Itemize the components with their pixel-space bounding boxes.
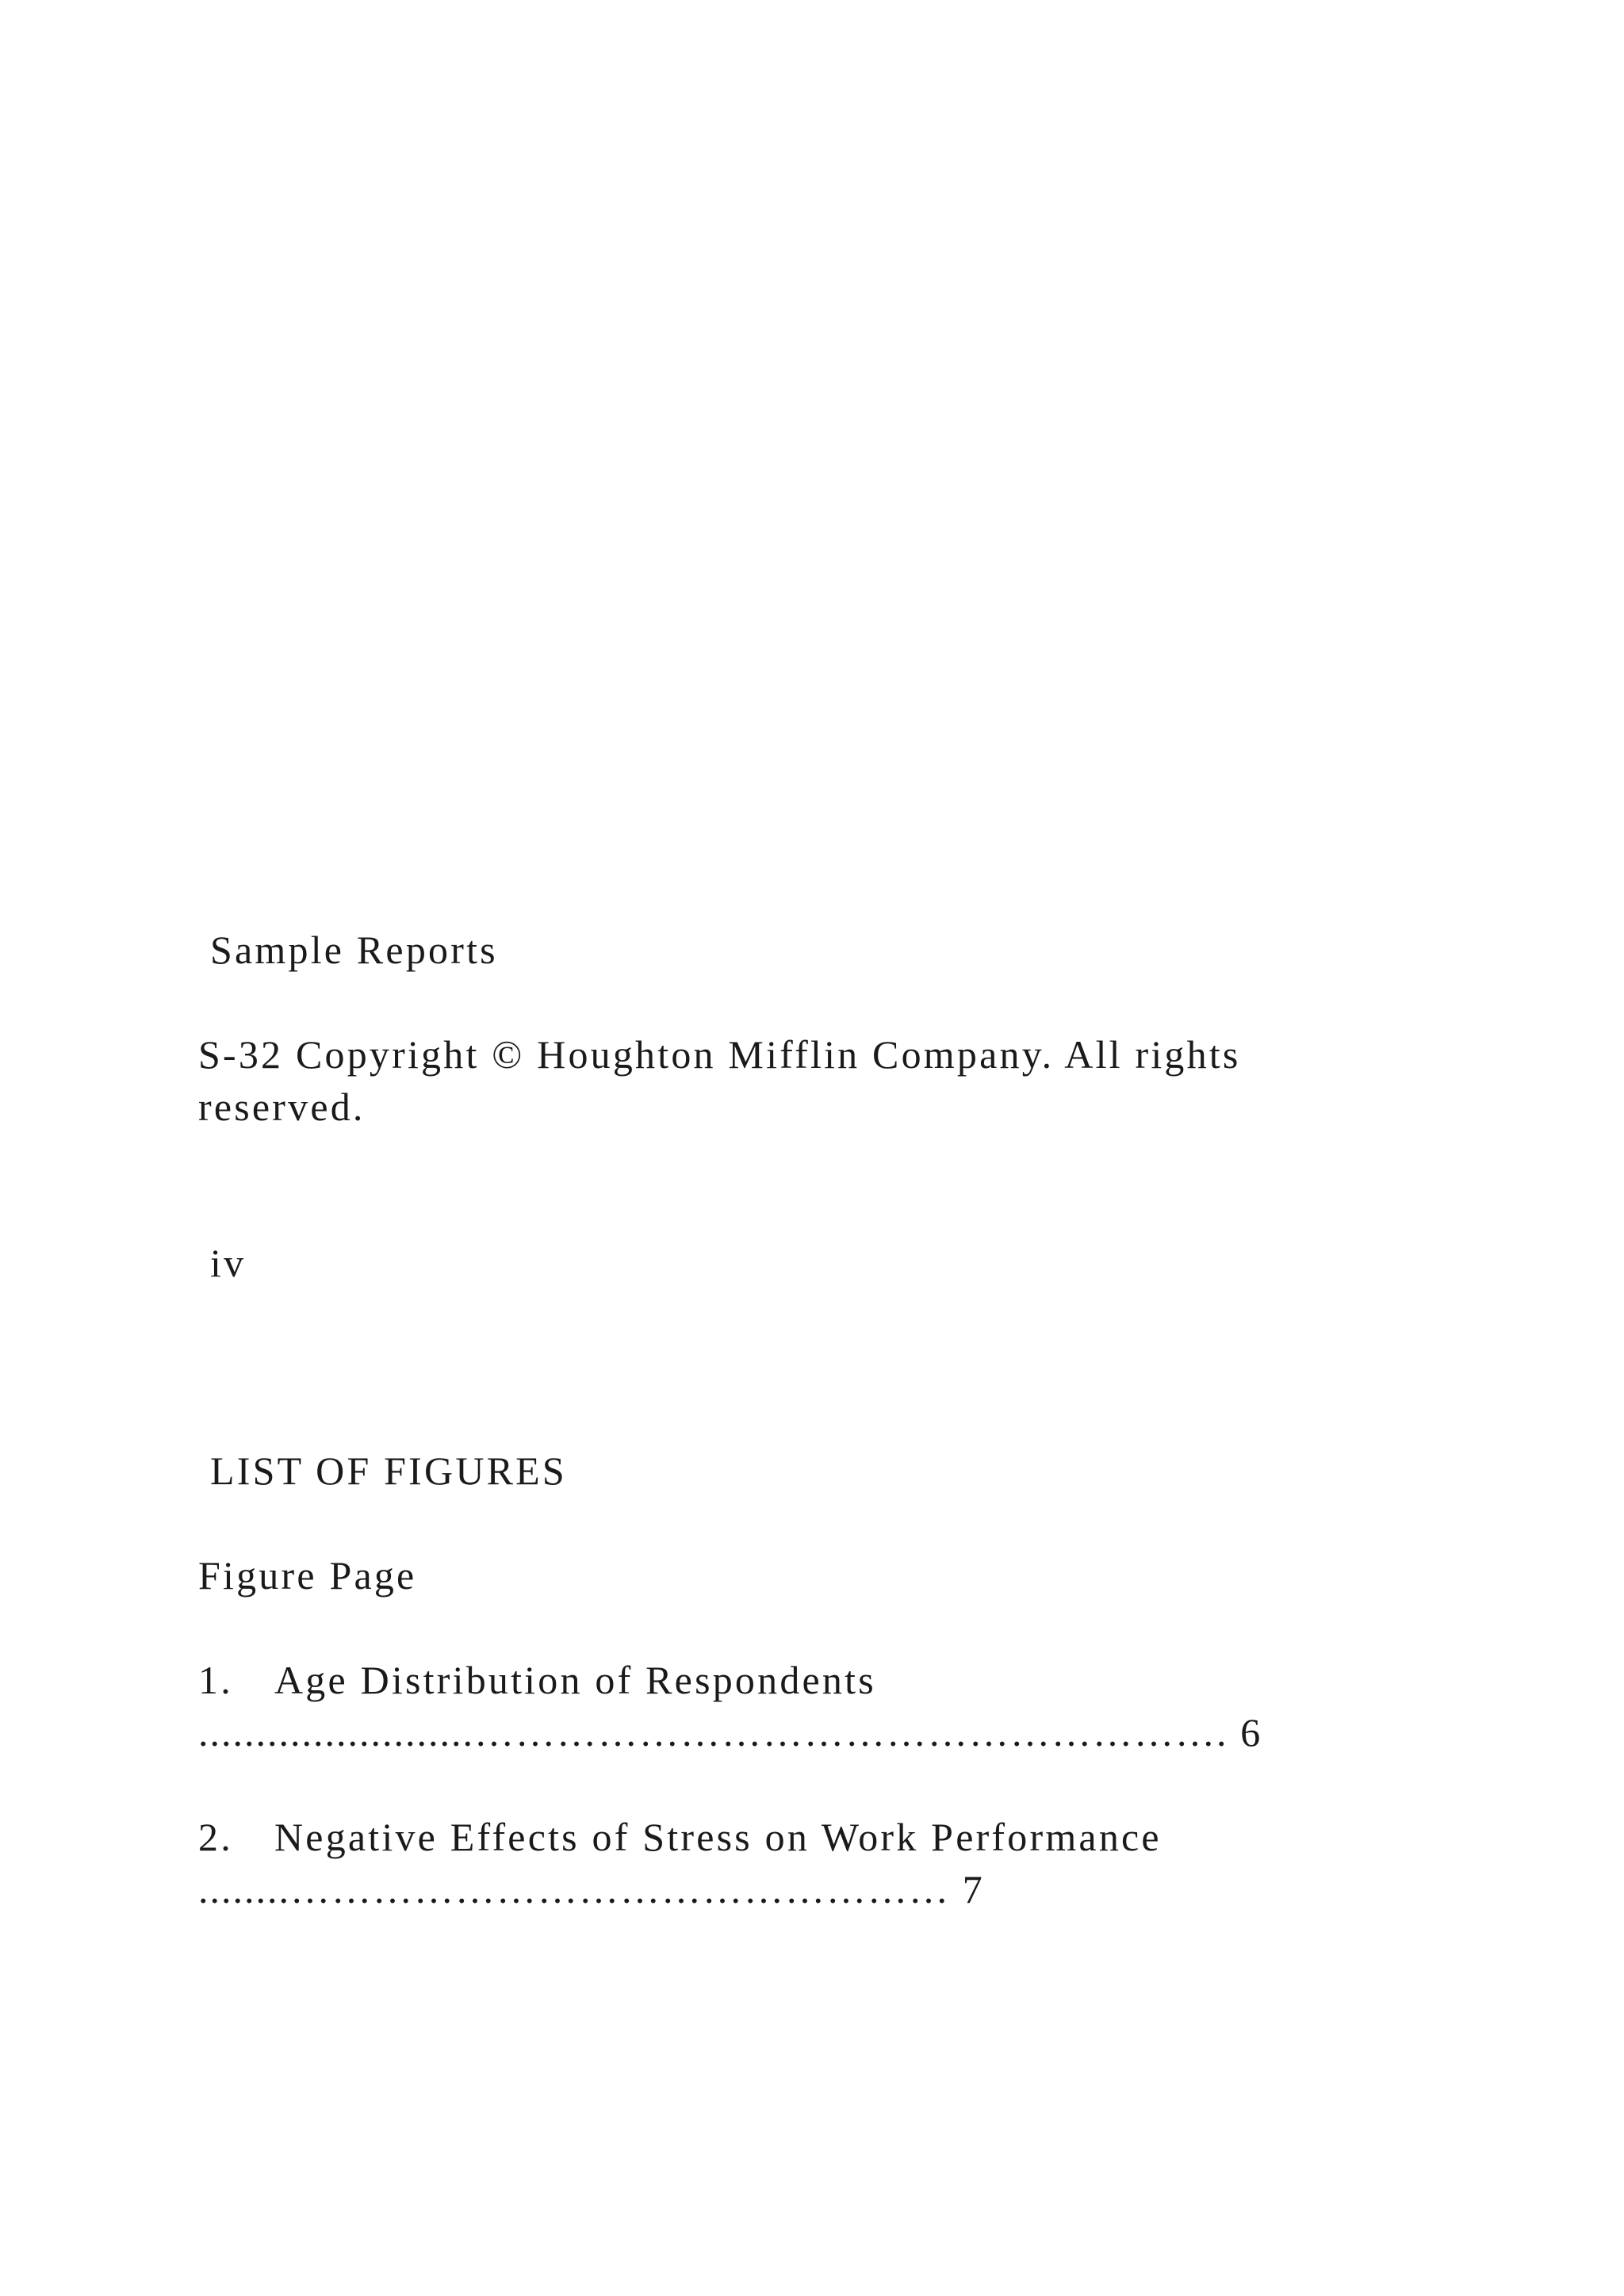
figure-entry-1-title: Age Distribution of Respondents <box>274 1658 876 1702</box>
running-title: Sample Reports <box>210 928 498 972</box>
figure-entry-1-title-line <box>198 1654 876 1706</box>
page-number: iv <box>210 1241 247 1285</box>
figure-entry-2-leader-line <box>198 1863 985 1915</box>
figure-entry-2-leader: ........………………………………………… <box>198 1867 950 1911</box>
figure-entry-1-leader: ........................………………………………………………. <box>198 1710 1228 1755</box>
figure-entry-2-title-line <box>198 1811 1162 1863</box>
copyright-line: S-32 Copyright © Houghton Mifflin Company. All rights <box>198 1032 1241 1077</box>
list-of-figures-heading: LIST OF FIGURES <box>210 1448 567 1493</box>
column-headers: Figure Page <box>198 1553 417 1598</box>
copyright-line-continued: reserved. <box>198 1085 366 1129</box>
figure-entry-2-number: 2. <box>198 1815 233 1859</box>
figure-entry-1-number: 1. <box>198 1658 233 1702</box>
figure-entry-2-page: 7 <box>962 1867 985 1911</box>
figure-entry-2-title: Negative Effects of Stress on Work Performance <box>274 1815 1162 1859</box>
figure-entry-1-leader-line <box>198 1706 1262 1758</box>
figure-entry-1-page: 6 <box>1240 1710 1263 1755</box>
